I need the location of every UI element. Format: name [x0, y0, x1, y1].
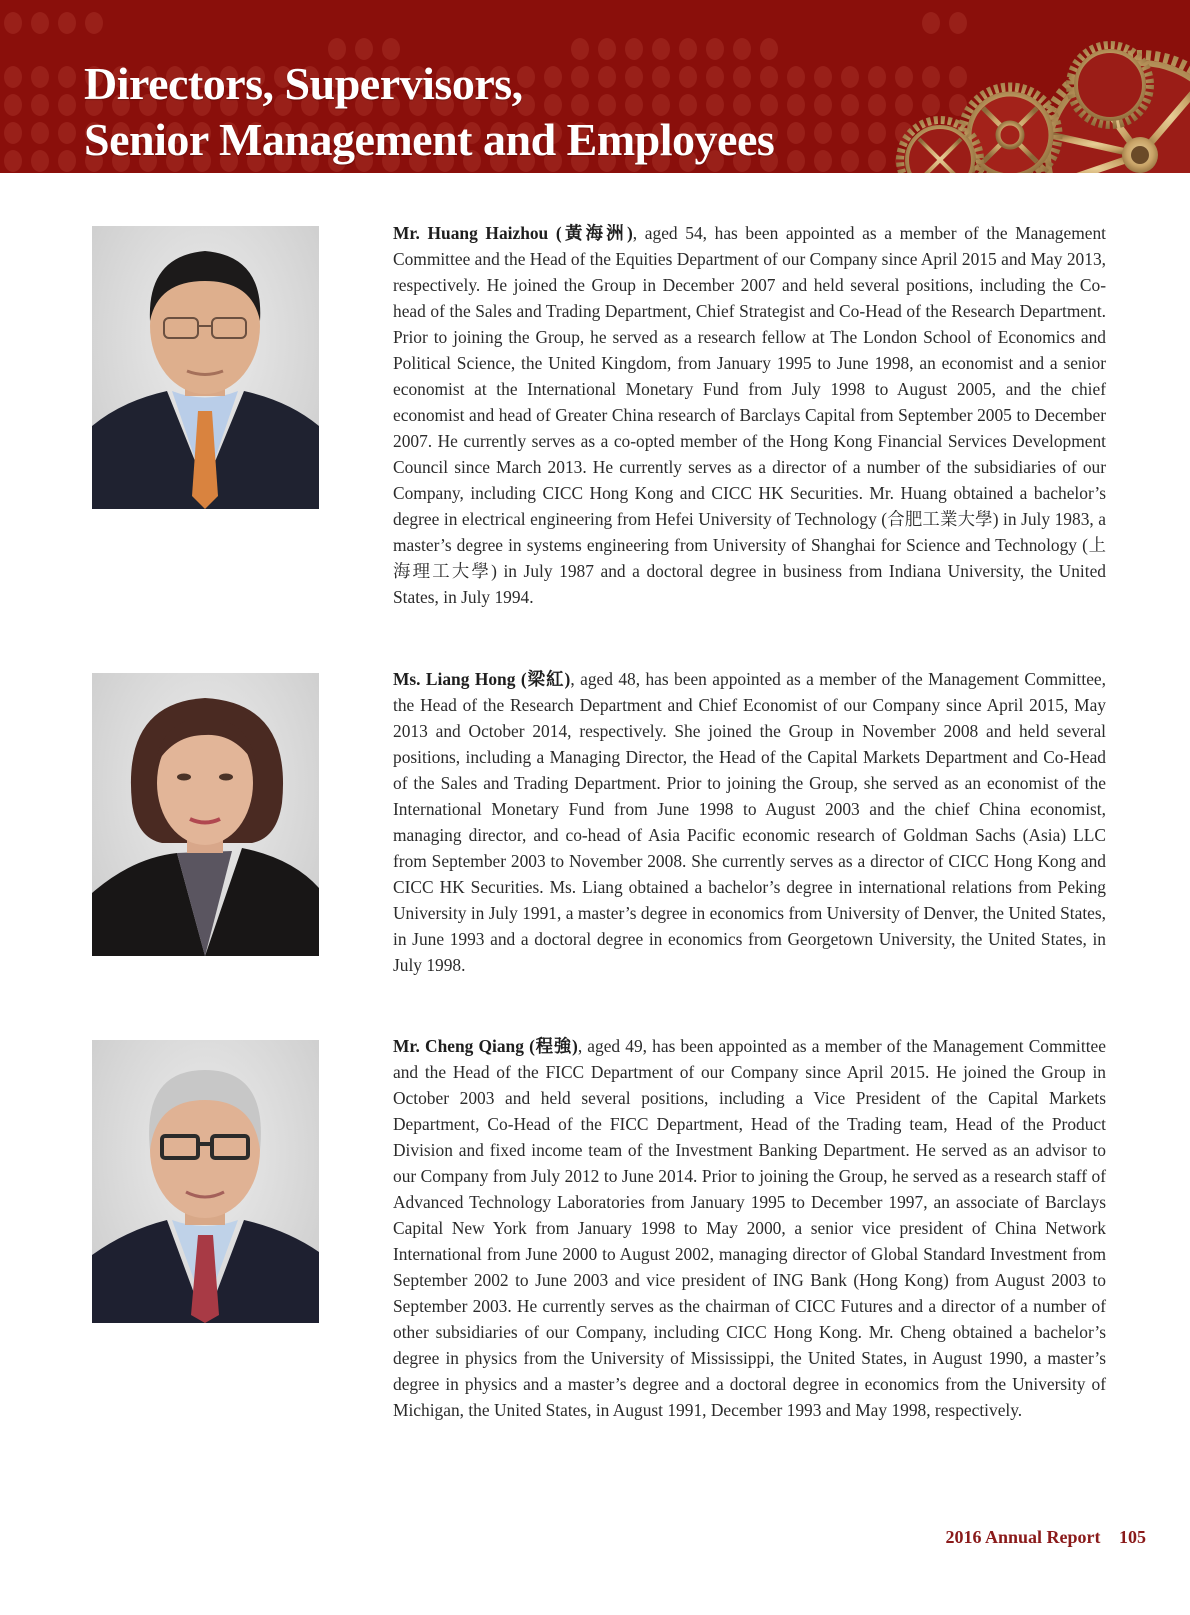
banner-dot [814, 66, 832, 88]
banner-dot [949, 12, 967, 34]
banner-dot [841, 66, 859, 88]
banner-dot [922, 12, 940, 34]
bio-body: , aged 54, has been appointed as a member of the Management Committee and the Head of the Equities Department of our Company since April 2015 and May 2013, respectively. He joined the Group in December 2007 and held several positions, including the Co-head of the Sales and Trading Department, Chief Strategist and Co-Head of the Research Department. Prior to joining the Group, he served as a research fellow at The London School of Economics and Political Science, the United Kingdom, from January 1995 to June 1998, an economist and a senior economist at the International Monetary Fund from July 1998 to August 2005, and the chief economist and head of Greater China research of Barclays Capital from September 2005 to December 2007. He currently serves as a co-opted member of the Hong Kong Financial Services Development Council since March 2013. He currently serves as a director of a number of the subsidiaries of our Company, including CICC Hong Kong and CICC HK Securities. Mr. Huang obtained a bachelor’s degree in electrical engineering from Hefei University of Technology (合肥工業大學) in July 1983, a master’s degree in systems engineering from University of Shanghai for Science and Technology (上海理工大學) in July 1987 and a doctoral degree in business from Indiana University, the United States, in July 1994. [393, 223, 1106, 607]
page-title-line-2: Senior Management and Employees [84, 114, 775, 165]
banner-dot [814, 94, 832, 116]
banner-dot [4, 150, 22, 172]
bio-text [393, 220, 1106, 610]
banner-dot [85, 12, 103, 34]
banner-dot [787, 150, 805, 172]
banner-dot [58, 94, 76, 116]
banner-dot [787, 94, 805, 116]
report-label: 2016 Annual Report [945, 1527, 1101, 1547]
header-banner [0, 0, 1190, 173]
banner-dot [868, 66, 886, 88]
banner-dot [814, 150, 832, 172]
banner-dot [4, 66, 22, 88]
banner-dot [787, 122, 805, 144]
person-chinese-name: (程強) [529, 1036, 578, 1056]
person-chinese-name: (梁紅) [520, 669, 571, 689]
banner-dot [787, 66, 805, 88]
gears-icon [890, 40, 1190, 173]
banner-dot [841, 122, 859, 144]
bio-body: , aged 49, has been appointed as a member of the Management Committee and the Head of the FICC Department of our Company since April 2015. He joined the Group in October 2003 and held several positions, including a Vice President of the Capital Markets Department, Co-Head of the FICC Department, Head of the Trading team, Head of the Product Division and fixed income team of the Investment Banking Department. He served as an advisor to our Company from July 2012 to June 2014. Prior to joining the Group, he served as a research staff of Advanced Technology Laboratories from January 1995 to December 1997, an associate of Barclays Capital New York from January 1998 to May 2000, a senior vice president of China Network International from June 2000 to August 2002, managing director of Global Standard Investment from September 2002 to June 2003 and vice president of ING Bank (Hong Kong) from August 2003 to September 2003. He currently serves as the chairman of CICC Futures and a director of a number of other subsidiaries of our Company, including CICC Hong Kong. Mr. Cheng obtained a bachelor’s degree in physics from the University of Mississippi, the United States, in August 1990, a master’s degree in physics and a master’s degree and a doctoral degree in economics from the University of Michigan, the United States, in August 1991, December 1993 and May 1998, respectively. [393, 1036, 1106, 1420]
banner-dot [58, 12, 76, 34]
banner-dot [868, 122, 886, 144]
portrait-photo [92, 226, 319, 509]
person-portrait-icon [92, 226, 319, 509]
bio-text [393, 1033, 1106, 1423]
person-name: Ms. Liang Hong [393, 669, 516, 689]
person-chinese-name: (黃海洲) [555, 223, 633, 243]
person-portrait-icon [92, 1040, 319, 1323]
banner-dot [58, 66, 76, 88]
bio-body: , aged 48, has been appointed as a member of the Management Committee, the Head of the Research Department and Chief Economist of our Company since April 2015, May 2013 and October 2014, respectively. She joined the Group in November 2008 and held several positions, including a Managing Director, the Head of the Capital Markets Department and Co-Head of the Sales and Trading Department. Prior to joining the Group, she served as an economist of the International Monetary Fund from June 1998 to August 2003 and the chief China economist, managing director, and co-head of Asia Pacific economic research of Goldman Sachs (Asia) LLC from September 2003 to November 2008. She currently serves as a director of CICC Hong Kong and CICC HK Securities. Ms. Liang obtained a bachelor’s degree in international relations from Peking University in July 1991, a master’s degree in economics from University of Denver, the United States, in June 1993 and a doctoral degree in economics from Georgetown University, the United States, in July 1998. [393, 669, 1106, 975]
portrait-photo [92, 673, 319, 956]
page-number: 105 [1119, 1527, 1146, 1547]
bio-text [393, 666, 1106, 978]
banner-dot [31, 150, 49, 172]
banner-dot [814, 122, 832, 144]
banner-dot [4, 122, 22, 144]
person-portrait-icon [92, 673, 319, 956]
banner-dot [841, 94, 859, 116]
banner-dot [58, 150, 76, 172]
banner-dot [868, 94, 886, 116]
banner-dot [31, 12, 49, 34]
page-title [84, 56, 774, 168]
portrait-photo [92, 1040, 319, 1323]
banner-dot [868, 150, 886, 172]
page-footer [945, 1527, 1146, 1548]
banner-dot [58, 122, 76, 144]
banner-dot [4, 94, 22, 116]
banner-dot [841, 150, 859, 172]
banner-dot [4, 12, 22, 34]
banner-dot [31, 122, 49, 144]
person-name: Mr. Huang Haizhou [393, 223, 549, 243]
banner-dot [31, 94, 49, 116]
banner-dot [31, 66, 49, 88]
page-title-line-1: Directors, Supervisors, [84, 58, 523, 109]
person-name: Mr. Cheng Qiang [393, 1036, 524, 1056]
